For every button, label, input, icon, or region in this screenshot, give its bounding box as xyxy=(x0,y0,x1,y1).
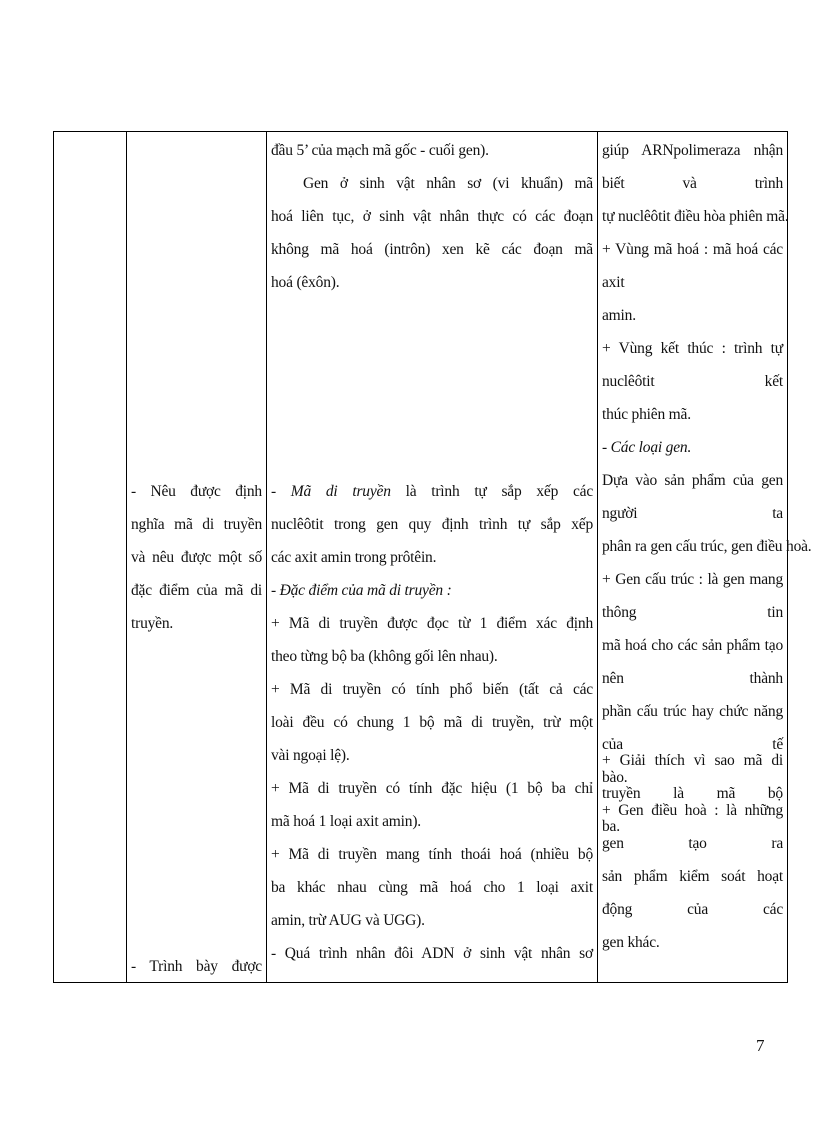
table-column-1 xyxy=(54,132,127,982)
text-line: các axit amin trong prôtêin. xyxy=(271,549,437,566)
text-line: + Mã di truyền có tính đặc hiệu (1 bộ ba chỉ xyxy=(271,780,593,797)
genetic-code-text xyxy=(271,475,593,970)
text-line: - Trình bày được xyxy=(131,958,262,975)
text-line: amin, trừ AUG và UGG). xyxy=(271,912,425,929)
text-line: + Vùng kết thúc : trình tự nuclêôtit kết xyxy=(602,340,783,390)
table-column-notes xyxy=(598,132,812,982)
text-line: mã hoá 1 loại axit amin). xyxy=(271,813,421,830)
page-number: 7 xyxy=(756,1036,765,1055)
text-line: không mã hoá (intrôn) xen kẽ các đoạn mã xyxy=(271,241,593,258)
text-line: Dựa vào sản phẩm của gen người ta xyxy=(602,472,783,522)
objective-text xyxy=(131,475,262,640)
text-line: amin. xyxy=(602,307,636,324)
text-line: bào. xyxy=(602,769,628,786)
text-line: ba. xyxy=(602,818,620,835)
text-line: mã hoá cho các sản phẩm tạo nên thành xyxy=(602,637,783,687)
text-line: + Vùng mã hoá : mã hoá các axit xyxy=(602,241,783,291)
text-line: - Mã di truyền là trình tự sắp xếp các xyxy=(271,483,593,500)
table-column-objectives xyxy=(127,132,267,982)
table-column-content xyxy=(267,132,598,982)
text-line: + Giải thích vì sao mã di truyền là mã bộ xyxy=(602,752,783,802)
text-line: gen khác. xyxy=(602,934,660,951)
text-line: phần cấu trúc hay chức năng của tế xyxy=(602,703,783,753)
text-line: - Đặc điểm của mã di truyền : xyxy=(271,582,452,599)
text-line: + Gen điều hoà : là những gen tạo ra xyxy=(602,802,783,852)
text-line: theo từng bộ ba (không gối lên nhau). xyxy=(271,648,498,665)
text-line: đầu 5’ của mạch mã gốc - cuối gen). xyxy=(271,142,489,159)
text-line: Gen ở sinh vật nhân sơ (vi khuẩn) mã xyxy=(303,175,593,192)
text-line: vài ngoại lệ). xyxy=(271,747,350,764)
text-line: đặc điểm của mã di xyxy=(131,582,262,599)
text-line: giúp ARNpolimeraza nhận biết và trình xyxy=(602,142,783,192)
text-line: nuclêôtit trong gen quy định trình tự sắp xếp xyxy=(271,516,593,533)
text-line: - Nêu được định xyxy=(131,483,262,500)
text-line: truyền. xyxy=(131,615,174,632)
text-line: phân ra gen cấu trúc, gen điều hoà. xyxy=(602,538,812,555)
text-line: và nêu được một số xyxy=(131,549,262,566)
text-line: sản phẩm kiểm soát hoạt động của các xyxy=(602,868,783,918)
text-line: ba khác nhau cùng mã hoá cho 1 loại axit xyxy=(271,879,593,896)
text-line: + Mã di truyền có tính phổ biến (tất cả các xyxy=(271,681,593,698)
text-line: hoá (êxôn). xyxy=(271,274,340,291)
text-line: thúc phiên mã. xyxy=(602,406,691,423)
text-line: + Mã di truyền mang tính thoái hoá (nhiều bộ xyxy=(271,846,593,863)
text-line: nghĩa mã di truyền xyxy=(131,516,262,533)
content-text xyxy=(271,134,593,299)
objective-text-2 xyxy=(131,950,262,983)
text-line: loài đều có chung 1 bộ mã di truyền, trừ một xyxy=(271,714,593,731)
text-line: tự nuclêôtit điều hòa phiên mã. xyxy=(602,208,789,225)
text-line: - Quá trình nhân đôi ADN ở sinh vật nhân sơ xyxy=(271,945,593,962)
text-line: hoá liên tục, ở sinh vật nhân thực có các đoạn xyxy=(271,208,593,225)
content-table xyxy=(53,131,812,983)
text-line: + Gen cấu trúc : là gen mang thông tin xyxy=(602,571,783,621)
genetic-code-term: Mã di truyền xyxy=(290,483,391,500)
text-line: + Mã di truyền được đọc từ 1 điểm xác định xyxy=(271,615,593,632)
text-line: - Các loại gen. xyxy=(602,439,692,456)
notes-text-2 xyxy=(602,744,783,843)
